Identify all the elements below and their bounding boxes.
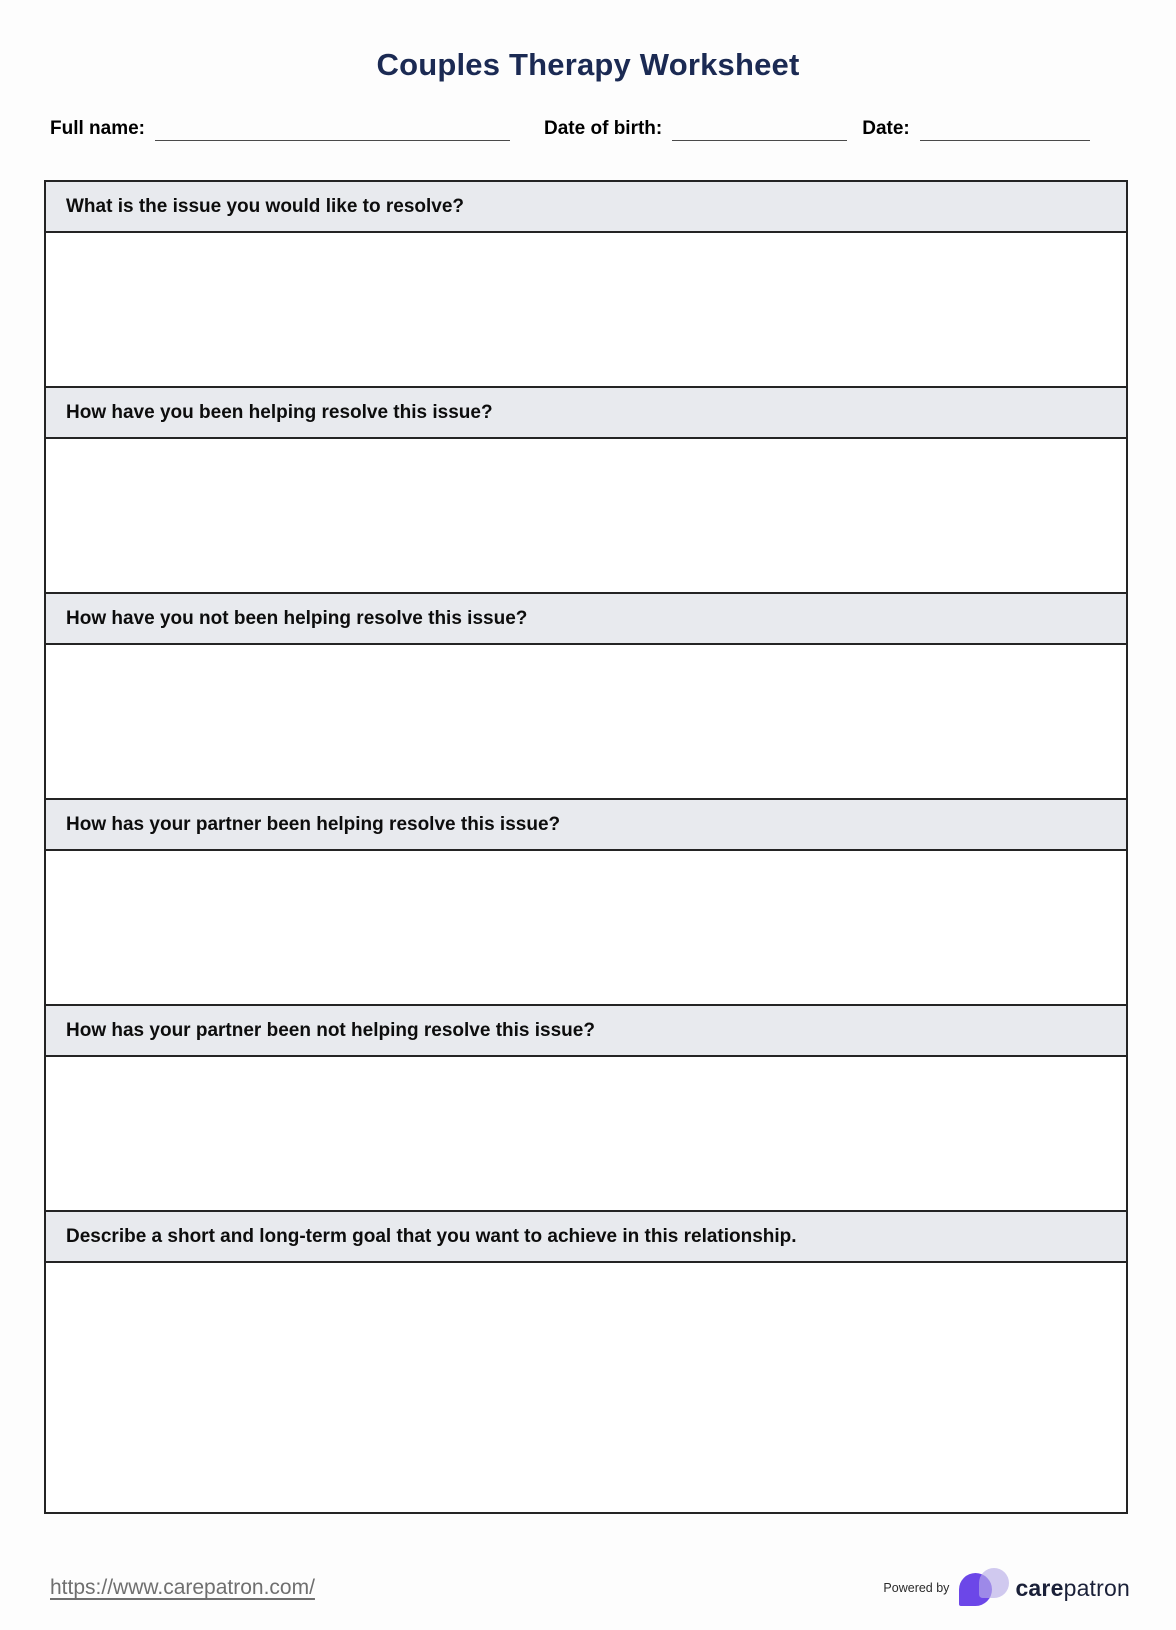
answer-area[interactable] xyxy=(46,1263,1126,1512)
answer-area[interactable] xyxy=(46,851,1126,1004)
question-header: Describe a short and long-term goal that you want to achieve in this relationship. xyxy=(46,1212,1126,1263)
carepatron-logo-icon xyxy=(959,1568,1009,1608)
section-partner-not-helping xyxy=(46,1004,1126,1210)
date-input[interactable] xyxy=(920,117,1090,141)
question-header: How have you been helping resolve this issue? xyxy=(46,388,1126,439)
wordmark-care: care xyxy=(1015,1574,1064,1601)
section-you-not-helping xyxy=(46,592,1126,798)
question-header: How has your partner been not helping resolve this issue? xyxy=(46,1006,1126,1057)
logo-circle-shape xyxy=(979,1568,1009,1598)
powered-by-label: Powered by xyxy=(883,1581,950,1595)
full-name-input[interactable] xyxy=(155,117,510,141)
date-label: Date: xyxy=(862,118,910,140)
section-goals xyxy=(46,1210,1126,1512)
full-name-label: Full name: xyxy=(50,118,146,140)
answer-area[interactable] xyxy=(46,645,1126,798)
dob-input[interactable] xyxy=(672,117,847,141)
carepatron-link[interactable]: https://www.carepatron.com/ xyxy=(50,1576,315,1599)
question-header: How has your partner been helping resolve this issue? xyxy=(46,800,1126,851)
patient-info-row xyxy=(50,117,1128,141)
section-you-helping xyxy=(46,386,1126,592)
answer-area[interactable] xyxy=(46,1057,1126,1210)
carepatron-wordmark xyxy=(1015,1575,1130,1602)
worksheet-table xyxy=(44,180,1128,1514)
page-title: Couples Therapy Worksheet xyxy=(376,47,800,82)
answer-area[interactable] xyxy=(46,439,1126,592)
answer-area[interactable] xyxy=(46,233,1126,386)
wordmark-patron: patron xyxy=(1063,1574,1130,1601)
dob-label: Date of birth: xyxy=(544,118,663,140)
page-footer xyxy=(0,1560,1176,1630)
section-issue xyxy=(46,182,1126,386)
section-partner-helping xyxy=(46,798,1126,1004)
brand-block xyxy=(883,1568,1130,1608)
question-header: How have you not been helping resolve this issue? xyxy=(46,594,1126,645)
question-header: What is the issue you would like to resolve? xyxy=(46,182,1126,233)
